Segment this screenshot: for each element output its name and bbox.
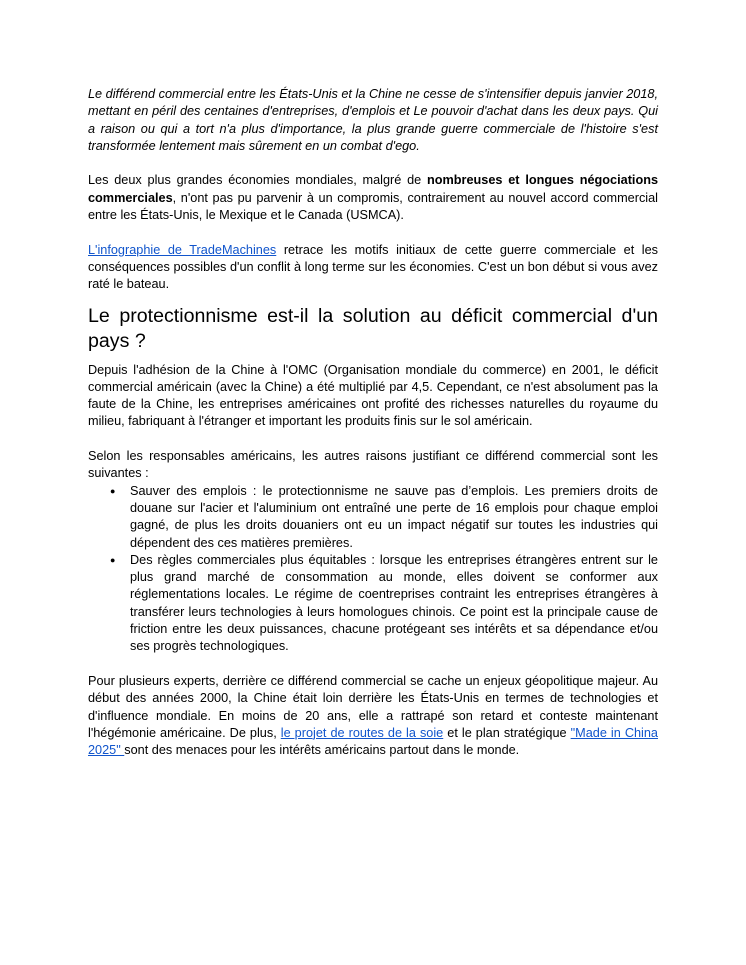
geopolitics-text-end: sont des menaces pour les intérêts américains partout dans le monde.	[124, 743, 520, 758]
bullet-icon: ●	[110, 485, 116, 496]
wto-paragraph: Depuis l'adhésion de la Chine à l'OMC (Organisation mondiale du commerce) en 2001, le déficit commercial américain (avec la Chine) a été multiplié par 4,5. Cependant, ce n'est absolument pas la faute de la Chine, les entreprises américaines ont profité des richesses naturelles du royaume du milieu, fabriquant à l'étranger et important les produits finis sur le sol américain.	[88, 362, 658, 429]
trademachines-infographic-link[interactable]: L'infographie de TradeMachines	[88, 242, 277, 257]
negotiations-text-start: Les deux plus grandes économies mondiales, malgré de	[88, 173, 428, 188]
list-item	[110, 552, 658, 656]
bullet-icon: ●	[110, 554, 116, 565]
intro-paragraph: Le différend commercial entre les États-Unis et la Chine ne cesse de s'intensifier depuis janvier 2018, mettant en péril des centaines d'entreprises, d'emplois et Le pouvoir d'achat dans les deux pays. Qui a raison ou qui a tort n'a plus d'importance, la plus grande guerre commerciale de l'histoire s'est transformée lentement mais sûrement en un combat d'ego.	[88, 87, 658, 153]
negotiations-paragraph	[88, 172, 658, 224]
reasons-list	[88, 483, 658, 656]
spacer	[88, 155, 658, 172]
document-page	[88, 86, 658, 759]
spacer	[88, 431, 658, 448]
list-item-text: Des règles commerciales plus équitables : lorsque les entreprises étrangères entrent sur le plus grand marché de consommation au monde, elles doivent se conformer aux réglementations locales. Le régime de coentreprises contraint les entreprises étrangères à transférer leurs technologies à leurs homologues chinois. Ce point est la principale cause de friction entre les deux puissances, chacune protégeant ses intérêts et sa dépendance et/ou ses progrès technologiques.	[130, 552, 658, 654]
spacer	[88, 656, 658, 673]
geopolitics-text-start: Pour plusieurs experts, derrière ce différend commercial se cache un enjeux géopolitique majeur. Au début des années 2000, la Chine était loin derrière les États-Unis en termes de technologies et d'influence mondiale. En moins de 20 ans, elle a rattrapé son retard et conteste maintenant l'hégémonie américaine. De plus,	[88, 673, 658, 740]
reasons-intro-paragraph: Selon les responsables américains, les autres raisons justifiant ce différend commercial sont les suivantes :	[88, 449, 658, 481]
infographic-paragraph	[88, 242, 658, 294]
section-heading: Le protectionnisme est-il la solution au déficit commercial d'un pays ?	[88, 304, 658, 352]
negotiations-bold-text: nombreuses et longues négociations commerciales	[88, 173, 658, 205]
negotiations-text-end: , n'ont pas pu parvenir à un compromis, contrairement au nouvel accord commercial entre les États-Unis, le Mexique et le Canada (USMCA).	[88, 190, 658, 223]
spacer	[88, 224, 658, 241]
list-item-text: Sauver des emplois : le protectionnisme ne sauve pas d’emplois. Les premiers droits de douane sur l'acier et l'aluminium ont entraîné une perte de 16 emplois pour chaque emploi gagné, de plus les droits douaniers ont eu un impact négatif sur toutes les industries qui dépendent des ces matières premières.	[130, 483, 658, 550]
geopolitics-text-middle: et le plan stratégique	[443, 725, 571, 740]
made-in-china-2025-link[interactable]: "Made in China 2025"	[88, 725, 658, 758]
geopolitics-paragraph	[88, 673, 658, 759]
infographic-text: retrace les motifs initiaux de cette guerre commerciale et les conséquences possibles d'un conflit à long terme sur les économies. C'est un bon début si vous avez raté le bateau.	[88, 242, 659, 292]
silk-road-link[interactable]: le projet de routes de la soie	[280, 725, 444, 740]
list-item	[110, 483, 658, 552]
